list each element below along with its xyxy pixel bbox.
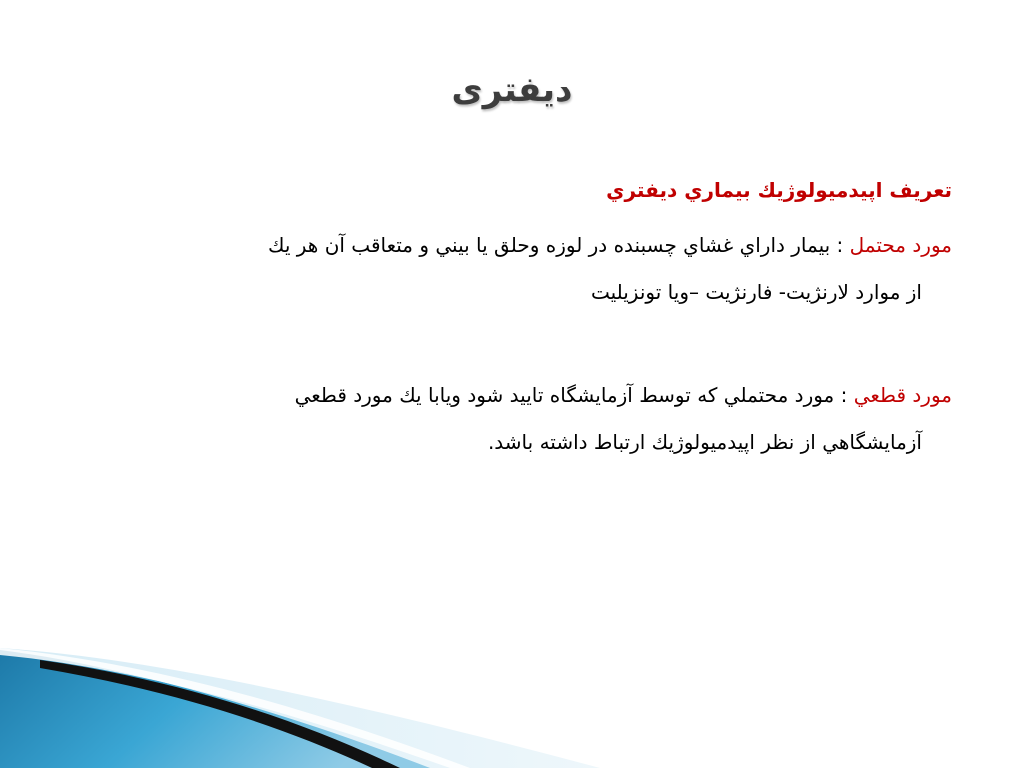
definite-case-label: مورد قطعي — [853, 383, 952, 407]
definition-heading: تعريف اپيدميولوژيك بيماري ديفتري — [606, 178, 952, 202]
probable-case-separator: : — [830, 233, 850, 257]
definite-case-text-line1: مورد محتملي كه توسط آزمايشگاه تاييد شود ويابا يك مورد قطعي — [294, 383, 835, 407]
probable-case-label: مورد محتمل — [849, 233, 952, 257]
definite-case-separator: : — [834, 383, 854, 407]
probable-case-text-line1: بيمار داراي غشاي چسبنده در لوزه وحلق يا بيني و متعاقب آن هر يك — [267, 233, 831, 257]
probable-case-text-line2: از موارد لارنژيت- فارنژيت –ويا تونزيليت — [590, 280, 922, 304]
slide-title: دیفتری — [451, 70, 573, 110]
definite-case-text-line2: آزمايشگاهي از نظر اپيدميولوژيك ارتباط داشته باشد. — [487, 430, 922, 454]
